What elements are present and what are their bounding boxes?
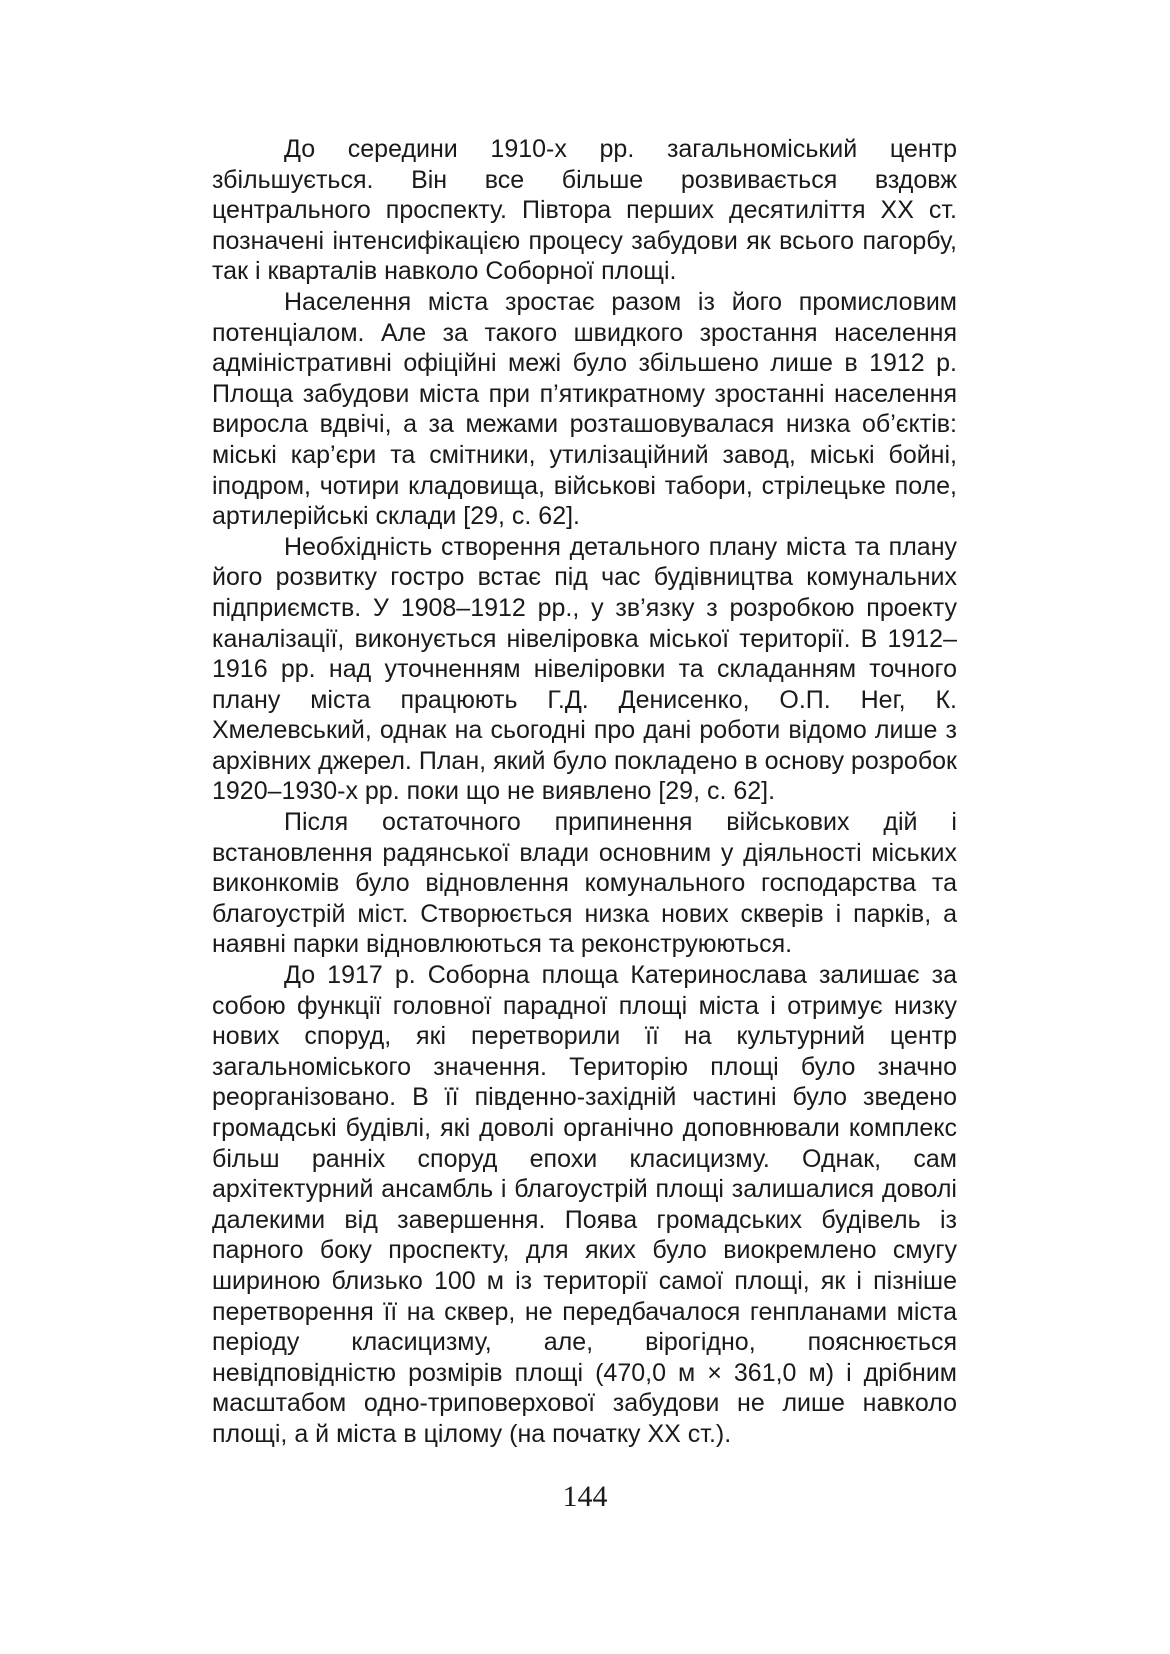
paragraph-5: До 1917 р. Соборна площа Катеринослава залишає за собою функції головної парадної площі міста і отримує низку нових споруд, які перетворили її на культурний центр загальноміського значення. Територію площі було значно реорганізовано. В її південно-західній частині було зведено громадські будівлі, які доволі органічно доповнювали комплекс більш ранніх споруд епохи класицизму. Однак, сам архітектурний ансамбль і благоустрій площі залишалися доволі далекими від завершення. Поява громадських будівель із парного боку проспекту, для яких було виокремлено смугу шириною близько 100 м із території самої площі, як і пізніше перетворення її на сквер, не передбачалося генпланами міста періоду класицизму, але, вірогідно, пояснюється невідповідністю розмірів площі (470,0 м × 361,0 м) і дрібним масштабом одно-триповерхової забудови не лише навколо площі, а й міста в цілому (на початку XX ст.). xyxy=(212,961,957,1448)
paragraph-4: Після остаточного припинення військових дій і встановлення радянської влади основним у діяльності міських виконкомів було відновлення комунального господарства та благоустрій міст. Створюється низка нових скверів і парків, а наявні парки відновлюються та реконструюються. xyxy=(212,808,957,959)
page-number: 144 xyxy=(562,1480,608,1513)
paragraph-2: Населення міста зростає разом із його промисловим потенціалом. Але за такого швидкого зростання населення адміністративні офіційні межі було збільшено лише в 1912 р. Площа забудови міста при п’ятикратному зростанні населення виросла вдвічі, а за межами розташовувалася низка об’єктів: міські кар’єри та смітники, утилізаційний завод, міські бойні, іподром, чотири кладовища, військові табори, стрілецьке поле, артилерійські склади [29, с. 62]. xyxy=(212,287,957,531)
body-text xyxy=(212,134,957,1450)
paragraph-1: До середини 1910-х рр. загальноміський центр збільшується. Він все більше розвивається вздовж центрального проспекту. Півтора перших десятиліття XX ст. позначені інтенсифікацією процесу забудови як всього пагорбу, так і кварталів навколо Соборної площі. xyxy=(212,135,957,286)
paragraph-3: Необхідність створення детального плану міста та плану його розвитку гостро встає під час будівництва комунальних підприємств. У 1908–1912 рр., у зв’язку з розробкою проекту каналізації, виконується нівеліровка міської території. В 1912–1916 рр. над уточненням нівеліровки та складанням точного плану міста працюють Г.Д. Денисенко, О.П. Нег, К. Хмелевський, однак на сьогодні про дані роботи відомо лише з архівних джерел. План, який було покладено в основу розробок 1920–1930-х рр. поки що не виявлено [29, с. 62]. xyxy=(212,532,957,806)
